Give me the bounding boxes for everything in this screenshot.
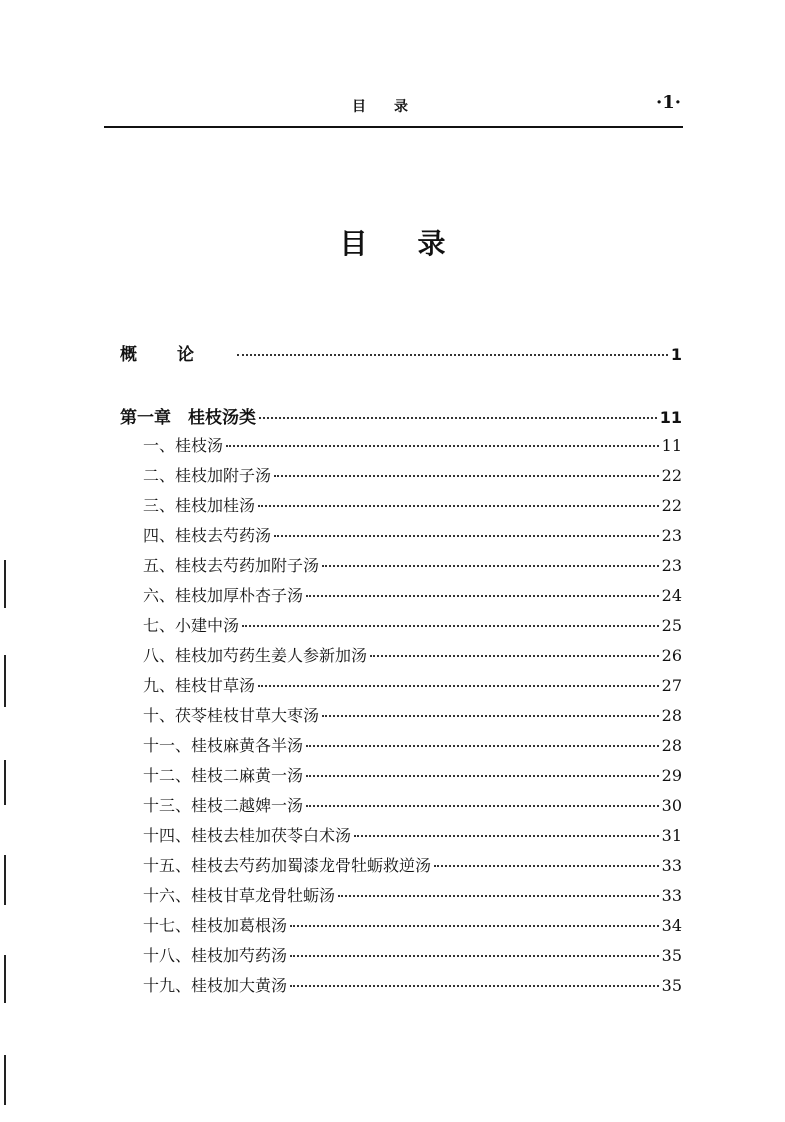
- running-header-title: 目录: [352, 99, 436, 115]
- toc-entry-page-number: 29: [661, 766, 682, 785]
- toc-entry-label: 一、桂枝汤: [143, 436, 224, 455]
- page-title: 目录: [339, 227, 496, 260]
- scan-margin-mark: [4, 560, 6, 608]
- toc-entry-label: 七、小建中汤: [143, 616, 240, 635]
- toc-entry-label: 五、桂枝去芍药加附子汤: [143, 556, 320, 575]
- toc-entry-label: 六、桂枝加厚朴杏子汤: [143, 586, 304, 605]
- toc-section-row: [143, 583, 682, 607]
- toc-entry-label: 第一章 桂枝汤类: [120, 408, 256, 428]
- toc-entry-label: 十八、桂枝加芍药汤: [143, 946, 288, 965]
- toc-section-row: [143, 553, 682, 577]
- toc-section-row: [143, 763, 682, 787]
- toc-entry-page-number: 35: [661, 976, 682, 995]
- toc-leader-dots: [226, 431, 659, 447]
- toc-entry-label: 十六、桂枝甘草龙骨牡蛎汤: [143, 886, 336, 905]
- toc-entry-page-number: 35: [661, 946, 682, 965]
- toc-section-row: [143, 913, 682, 937]
- toc-entry-page-number: 25: [661, 616, 682, 635]
- toc-leader-dots: [274, 461, 659, 477]
- toc-leader-dots: [306, 581, 659, 597]
- toc-leader-dots: [322, 551, 659, 567]
- toc-entry-page-number: 26: [661, 646, 682, 665]
- toc-section-row: [143, 943, 682, 967]
- toc-chapter-row: [120, 403, 682, 427]
- toc-leader-dots: [237, 340, 668, 356]
- toc-leader-dots: [258, 671, 659, 687]
- scan-margin-mark: [4, 855, 6, 905]
- toc-section-row: [143, 523, 682, 547]
- toc-entry-page-number: 23: [661, 556, 682, 575]
- toc-entry-label: 十五、桂枝去芍药加蜀漆龙骨牡蛎救逆汤: [143, 856, 432, 875]
- toc-entry-label: 二、桂枝加附子汤: [143, 466, 272, 485]
- toc-entry-page-number: 11: [661, 436, 682, 455]
- toc-entry-label: 十七、桂枝加葛根汤: [143, 916, 288, 935]
- scan-margin-mark: [4, 955, 6, 1003]
- toc-entry-label: 十一、桂枝麻黄各半汤: [143, 736, 304, 755]
- toc-leader-dots: [306, 761, 659, 777]
- toc-section-row: [143, 703, 682, 727]
- toc-entry-page-number: 31: [661, 826, 682, 845]
- toc-section-row: [143, 463, 682, 487]
- toc-entry-page-number: 28: [661, 706, 682, 725]
- toc-leader-dots: [242, 611, 659, 627]
- toc-section-row: [143, 733, 682, 757]
- toc-section-row: [143, 613, 682, 637]
- toc-entry-page-number: 30: [661, 796, 682, 815]
- scan-margin-mark: [4, 760, 6, 805]
- toc-entry-label: 四、桂枝去芍药汤: [143, 526, 272, 545]
- toc-section-row: [143, 793, 682, 817]
- scan-margin-mark: [4, 1055, 6, 1105]
- running-header: [104, 92, 683, 126]
- toc-leader-dots: [354, 821, 659, 837]
- toc-leader-dots: [322, 701, 659, 717]
- scan-margin-mark: [4, 655, 6, 707]
- toc-chapter-row: [120, 340, 682, 364]
- toc-entry-label: 三、桂枝加桂汤: [143, 496, 256, 515]
- toc-section-row: [143, 433, 682, 457]
- toc-section-row: [143, 973, 682, 997]
- toc-entry-page-number: 1: [670, 345, 682, 364]
- toc-entry-label: 概论: [120, 345, 234, 365]
- toc-entry-page-number: 34: [661, 916, 682, 935]
- toc-entry-label: 十、茯苓桂枝甘草大枣汤: [143, 706, 320, 725]
- toc-leader-dots: [370, 641, 659, 657]
- toc-entry-page-number: 33: [661, 856, 682, 875]
- toc-leader-dots: [274, 521, 659, 537]
- toc-section-row: [143, 853, 682, 877]
- toc-leader-dots: [259, 403, 657, 419]
- toc-section-row: [143, 493, 682, 517]
- toc-leader-dots: [258, 491, 659, 507]
- toc-entry-label: 十三、桂枝二越婢一汤: [143, 796, 304, 815]
- toc-leader-dots: [290, 971, 659, 987]
- toc-section-row: [143, 823, 682, 847]
- toc-leader-dots: [290, 941, 659, 957]
- toc-leader-dots: [306, 791, 659, 807]
- toc-leader-dots: [306, 731, 659, 747]
- toc-entry-page-number: 11: [659, 408, 682, 427]
- toc-entry-page-number: 22: [661, 466, 682, 485]
- toc-entry-label: 九、桂枝甘草汤: [143, 676, 256, 695]
- toc-section-row: [143, 883, 682, 907]
- toc-entry-page-number: 24: [661, 586, 682, 605]
- running-header-page-number: ·1·: [655, 92, 681, 113]
- toc-entry-page-number: 23: [661, 526, 682, 545]
- toc-leader-dots: [434, 851, 659, 867]
- toc-entry-label: 十二、桂枝二麻黄一汤: [143, 766, 304, 785]
- toc-entry-page-number: 33: [661, 886, 682, 905]
- toc-leader-dots: [290, 911, 659, 927]
- toc-entry-label: 十九、桂枝加大黄汤: [143, 976, 288, 995]
- toc-entry-label: 八、桂枝加芍药生姜人参新加汤: [143, 646, 368, 665]
- toc-entry-page-number: 27: [661, 676, 682, 695]
- toc-section-row: [143, 643, 682, 667]
- toc-leader-dots: [338, 881, 659, 897]
- header-rule: [104, 126, 683, 128]
- toc-entry-page-number: 22: [661, 496, 682, 515]
- toc-entry-label: 十四、桂枝去桂加茯苓白术汤: [143, 826, 352, 845]
- toc-entry-page-number: 28: [661, 736, 682, 755]
- toc-section-row: [143, 673, 682, 697]
